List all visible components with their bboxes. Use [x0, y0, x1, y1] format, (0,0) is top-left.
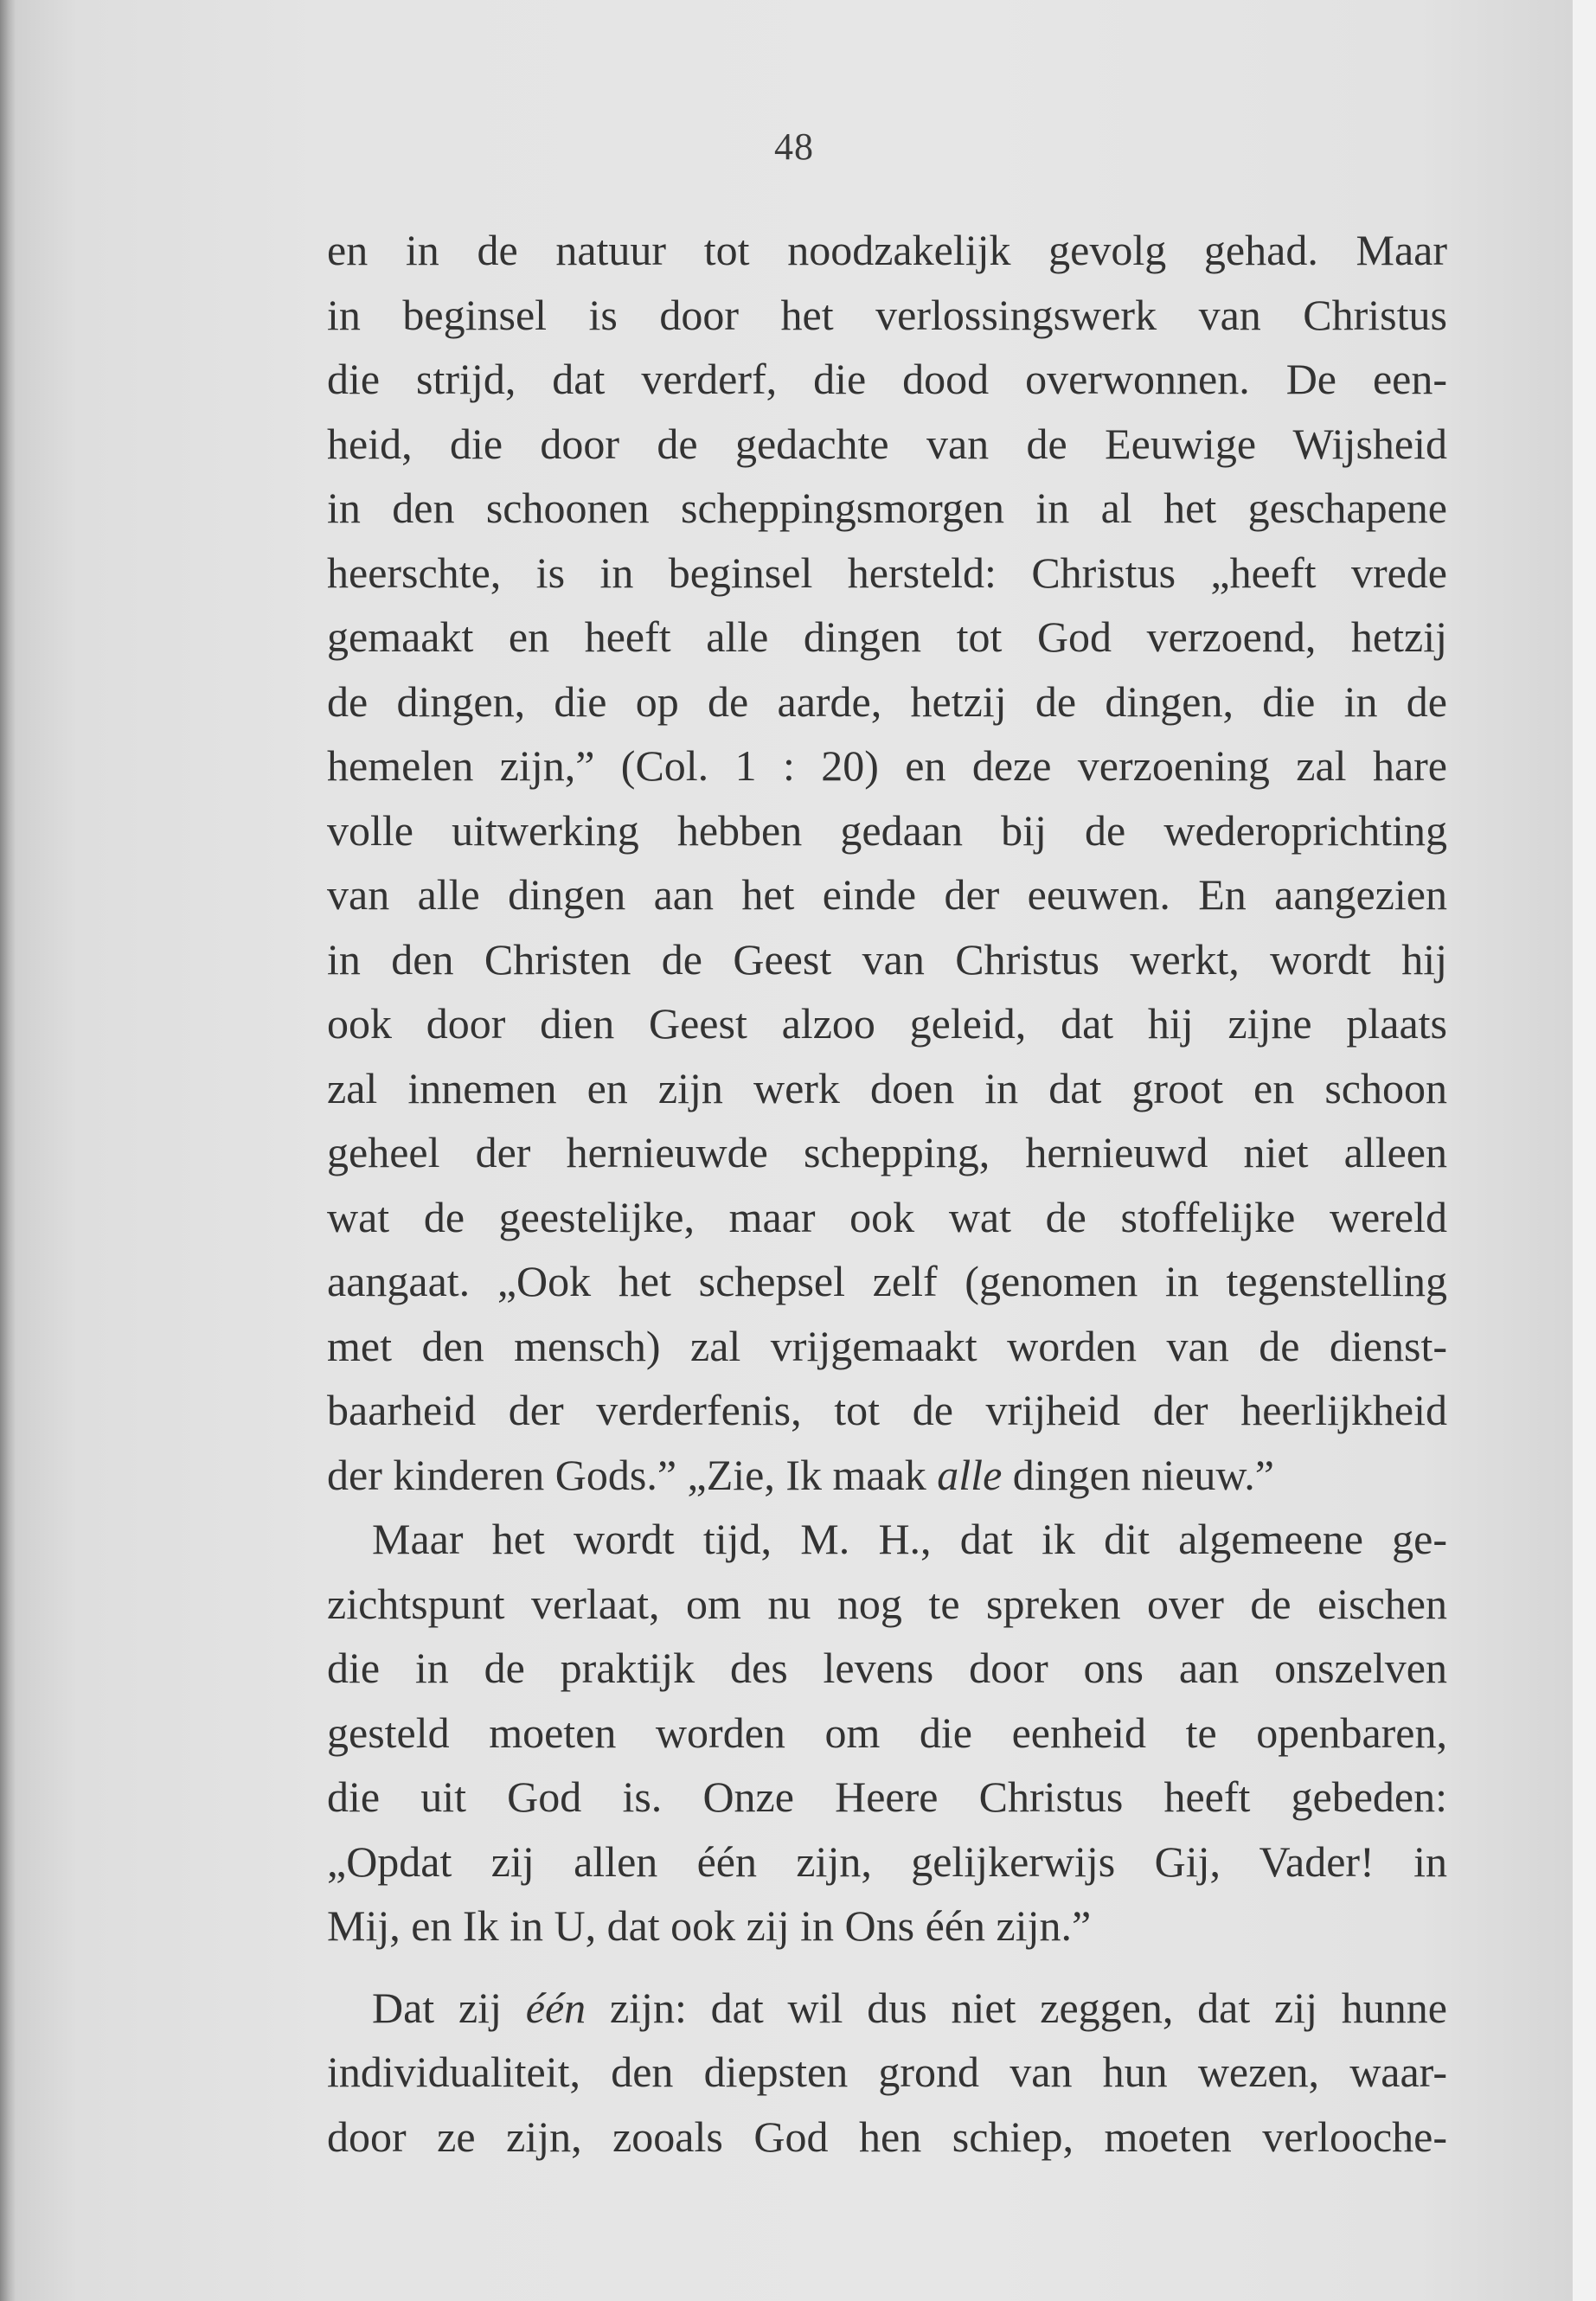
- text-line: volle uitwerking hebben gedaan bij de wederoprichting: [327, 805, 1447, 855]
- text-line: geheel der hernieuwde schepping, hernieuwd niet alleen: [327, 1128, 1447, 1176]
- text-line: heid, die door de gedachte van de Eeuwige Wijsheid: [327, 419, 1447, 468]
- page-edge-right: [1573, 0, 1596, 2301]
- text-line: hemelen zijn,” (Col. 1 : 20) en deze verzoening zal hare: [327, 741, 1447, 790]
- text-line: door ze zijn, zooals God hen schiep, moeten verlooche-: [327, 2112, 1447, 2161]
- italic-word: één: [525, 1983, 586, 2032]
- text-line: in den Christen de Geest van Christus werkt, wordt hij: [327, 934, 1447, 984]
- text-segment: Dat zij: [372, 1983, 526, 2032]
- text-line: met den mensch) zal vrijgemaakt worden van de dienst-: [327, 1321, 1447, 1370]
- book-page: [16, 0, 1573, 2301]
- text-segment: der kinderen Gods.” „Zie, Ik maak: [327, 1450, 938, 1499]
- text-line: gesteld moeten worden om die eenheid te openbaren,: [327, 1708, 1447, 1757]
- text-line: baarheid der verderfenis, tot de vrijheid der heerlijkheid: [327, 1386, 1447, 1434]
- text-line: [327, 1443, 1447, 1508]
- text-line: Maar het wordt tijd, M. H., dat ik dit algemeene ge-: [372, 1515, 1447, 1563]
- text-segment: zijn: dat wil dus niet zeggen, dat zij hunne: [586, 1983, 1448, 2032]
- text-line: en in de natuur tot noodzakelijk gevolg gehad. Maar: [327, 226, 1447, 274]
- text-line: individualiteit, den diepsten grond van hun wezen, waar-: [327, 2048, 1447, 2096]
- text-line: [327, 1976, 1447, 2041]
- page-number: 48: [774, 125, 814, 168]
- text-line: ook door dien Geest alzoo geleid, dat hij zijne plaats: [327, 999, 1447, 1048]
- text-line: Mij, en Ik in U, dat ook zij in Ons één zijn.”: [327, 1901, 1092, 1950]
- text-segment: dingen nieuw.”: [1002, 1450, 1274, 1499]
- italic-word: alle: [937, 1450, 1003, 1499]
- text-line: in beginsel is door het verlossingswerk van Christus: [327, 290, 1447, 339]
- body-text: [327, 218, 1447, 2169]
- text-line: „Opdat zij allen één zijn, gelijkerwijs Gij, Vader! in: [327, 1836, 1447, 1886]
- text-line: wat de geestelijke, maar ook wat de stoffelijke wereld: [327, 1192, 1447, 1241]
- text-line: die strijd, dat verderf, die dood overwonnen. De een-: [327, 355, 1447, 403]
- text-line: aangaat. „Ook het schepsel zelf (genomen in tegenstelling: [327, 1257, 1447, 1305]
- text-line: zichtspunt verlaat, om nu nog te spreken over de eischen: [327, 1579, 1447, 1628]
- text-line: in den schoonen scheppingsmorgen in al het geschapene: [327, 484, 1447, 532]
- text-line: die in de praktijk des levens door ons aan onszelven: [327, 1644, 1447, 1692]
- text-line: die uit God is. Onze Heere Christus heeft gebeden:: [327, 1772, 1447, 1821]
- text-line: gemaakt en heeft alle dingen tot God verzoend, hetzij: [327, 612, 1447, 661]
- text-line: heerschte, is in beginsel hersteld: Christus „heeft vrede: [327, 548, 1447, 597]
- text-line: zal innemen en zijn werk doen in dat groot en schoon: [327, 1063, 1447, 1112]
- page-shadow-left: [0, 0, 16, 2301]
- paragraph-gap: [327, 1958, 1447, 1976]
- text-line: van alle dingen aan het einde der eeuwen. En aangezien: [327, 870, 1447, 919]
- text-line: de dingen, die op de aarde, hetzij de dingen, die in de: [327, 676, 1447, 726]
